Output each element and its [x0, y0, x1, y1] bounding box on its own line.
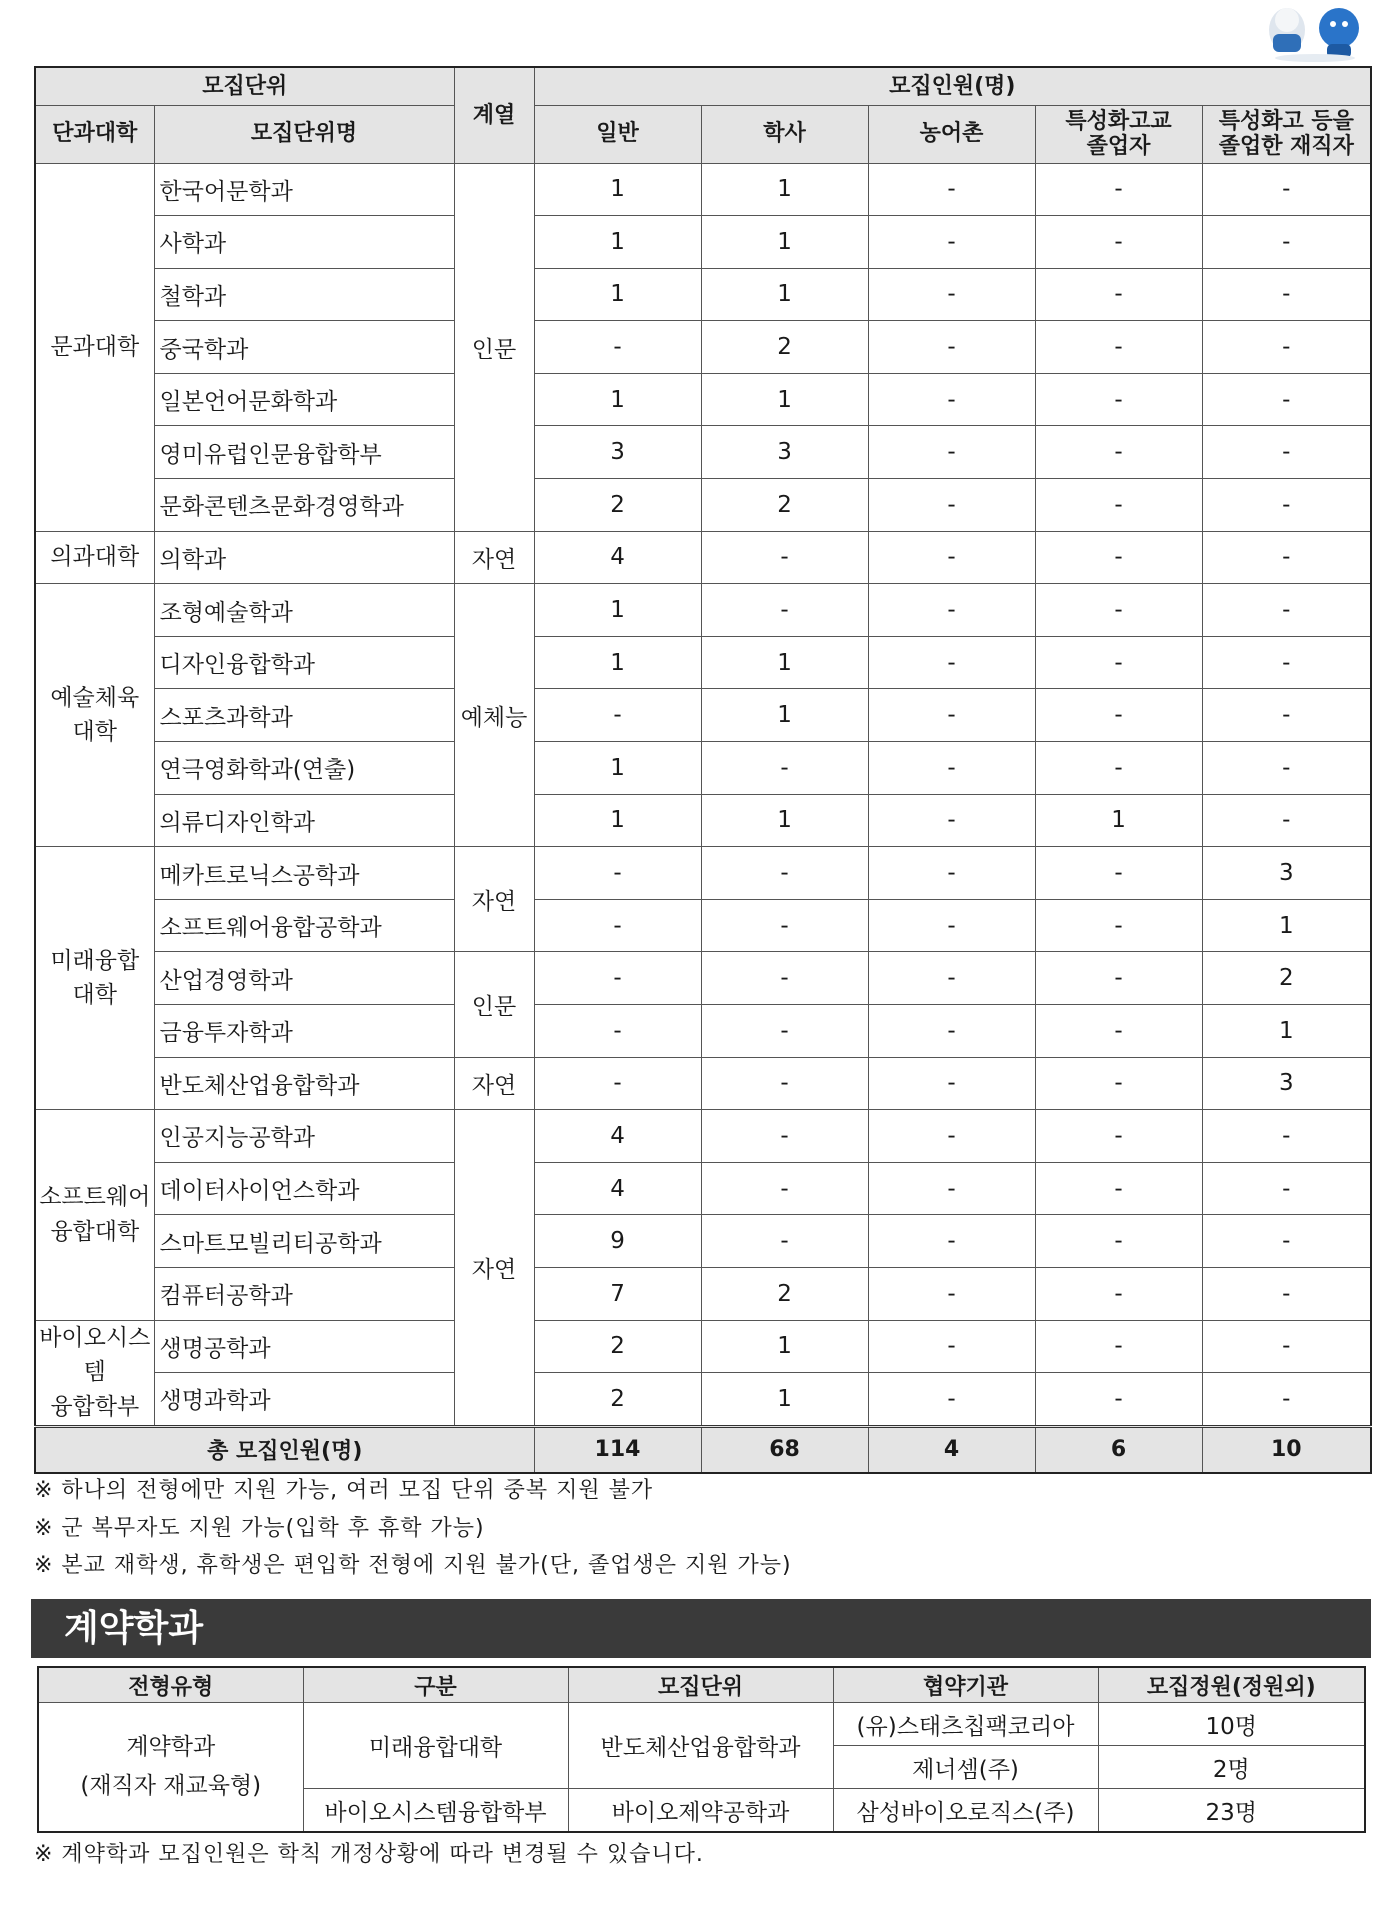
general-count: - — [534, 321, 701, 374]
rural-count: - — [868, 794, 1035, 847]
general-count: 2 — [534, 1320, 701, 1373]
special-grad-count: - — [1035, 1320, 1202, 1373]
bachelor-count: 2 — [701, 1267, 868, 1320]
contract-footnote: ※ 계약학과 모집인원은 학칙 개정상황에 따라 변경될 수 있습니다. — [34, 1842, 704, 1867]
header-category: 구분 — [303, 1667, 568, 1703]
table-row — [35, 216, 1371, 269]
bachelor-count: 2 — [701, 479, 868, 532]
header-college: 단과대학 — [35, 105, 154, 163]
quota-cell: 10명 — [1098, 1703, 1365, 1746]
total-special-worker: 10 — [1202, 1426, 1371, 1473]
table-row — [35, 899, 1371, 952]
rural-count: - — [868, 426, 1035, 479]
table-row — [35, 1057, 1371, 1110]
general-count: 1 — [534, 742, 701, 795]
special-worker-count: 3 — [1202, 847, 1371, 900]
total-row — [35, 1426, 1371, 1473]
bachelor-count: 2 — [701, 321, 868, 374]
general-count: 7 — [534, 1267, 701, 1320]
header-bachelor: 학사 — [701, 105, 868, 163]
header-unit: 모집단위 — [568, 1667, 833, 1703]
track-cell: 자연 — [454, 1057, 534, 1110]
header-general: 일반 — [534, 105, 701, 163]
special-worker-count: - — [1202, 1215, 1371, 1268]
rural-count: - — [868, 479, 1035, 532]
rural-count: - — [868, 1215, 1035, 1268]
special-worker-count: 1 — [1202, 899, 1371, 952]
header-dept: 모집단위명 — [154, 105, 454, 163]
general-count: 1 — [534, 163, 701, 216]
general-count: - — [534, 1005, 701, 1058]
rural-count: - — [868, 952, 1035, 1005]
special-worker-count: - — [1202, 479, 1371, 532]
general-count: - — [534, 899, 701, 952]
table-row — [35, 268, 1371, 321]
rural-count: - — [868, 636, 1035, 689]
special-grad-count: - — [1035, 636, 1202, 689]
rural-count: - — [868, 216, 1035, 269]
special-worker-count: - — [1202, 1267, 1371, 1320]
bachelor-count: - — [701, 1057, 868, 1110]
college-cell: 바이오시스템 융합학부 — [35, 1320, 154, 1426]
college-cell: 예술체육 대학 — [35, 584, 154, 847]
special-worker-count: - — [1202, 794, 1371, 847]
special-worker-count: 1 — [1202, 1005, 1371, 1058]
dept-name: 반도체산업융합학과 — [154, 1057, 454, 1110]
track-cell: 자연 — [454, 847, 534, 952]
special-grad-count: - — [1035, 268, 1202, 321]
dept-name: 데이터사이언스학과 — [154, 1162, 454, 1215]
general-count: 2 — [534, 1373, 701, 1427]
special-grad-count: - — [1035, 847, 1202, 900]
general-count: - — [534, 689, 701, 742]
bachelor-count: 1 — [701, 373, 868, 426]
dept-name: 생명과학과 — [154, 1373, 454, 1427]
rural-count: - — [868, 268, 1035, 321]
rural-count: - — [868, 373, 1035, 426]
bachelor-count: 1 — [701, 268, 868, 321]
note-item: ※ 하나의 전형에만 지원 가능, 여러 모집 단위 중복 지원 불가 — [34, 1478, 654, 1503]
dept-name: 인공지능공학과 — [154, 1110, 454, 1163]
rural-count: - — [868, 1320, 1035, 1373]
table-row — [35, 1162, 1371, 1215]
header-track: 계열 — [454, 67, 534, 163]
special-worker-count: - — [1202, 689, 1371, 742]
dept-name: 영미유럽인문융합학부 — [154, 426, 454, 479]
special-grad-count: - — [1035, 479, 1202, 532]
rural-count: - — [868, 1057, 1035, 1110]
bachelor-count: - — [701, 847, 868, 900]
table-row — [35, 952, 1371, 1005]
general-count: 1 — [534, 268, 701, 321]
bachelor-count: 1 — [701, 163, 868, 216]
note-item: ※ 군 복무자도 지원 가능(입학 후 휴학 가능) — [34, 1515, 485, 1541]
general-count: 1 — [534, 584, 701, 637]
special-worker-count: 2 — [1202, 952, 1371, 1005]
dept-name: 메카트로닉스공학과 — [154, 847, 454, 900]
partner-cell: 삼성바이오로직스(주) — [833, 1789, 1098, 1833]
special-worker-count: - — [1202, 1373, 1371, 1427]
bachelor-count: - — [701, 899, 868, 952]
general-count: 1 — [534, 373, 701, 426]
bachelor-count: - — [701, 1162, 868, 1215]
special-grad-count: - — [1035, 1267, 1202, 1320]
dept-name: 생명공학과 — [154, 1320, 454, 1373]
unit-cell: 바이오제약공학과 — [568, 1789, 833, 1833]
special-worker-count: - — [1202, 1162, 1371, 1215]
unit-cell: 반도체산업융합학과 — [568, 1703, 833, 1789]
special-worker-count: 3 — [1202, 1057, 1371, 1110]
table-row — [35, 531, 1371, 584]
bachelor-count: - — [701, 531, 868, 584]
track-cell: 인문 — [454, 163, 534, 531]
dept-name: 연극영화학과(연출) — [154, 742, 454, 795]
recruitment-table — [34, 66, 1372, 1474]
rural-count: - — [868, 742, 1035, 795]
table-row — [35, 794, 1371, 847]
partner-cell: (유)스태츠칩팩코리아 — [833, 1703, 1098, 1746]
category-cell: 미래융합대학 — [303, 1703, 568, 1789]
bachelor-count: - — [701, 742, 868, 795]
rural-count: - — [868, 1005, 1035, 1058]
dept-name: 컴퓨터공학과 — [154, 1267, 454, 1320]
special-grad-count: - — [1035, 1373, 1202, 1427]
total-rural: 4 — [868, 1426, 1035, 1473]
table-row — [35, 689, 1371, 742]
bachelor-count: - — [701, 1005, 868, 1058]
special-grad-count: - — [1035, 321, 1202, 374]
special-grad-count: - — [1035, 163, 1202, 216]
table-row — [35, 636, 1371, 689]
bachelor-count: 1 — [701, 794, 868, 847]
special-worker-count: - — [1202, 163, 1371, 216]
table-row — [35, 1215, 1371, 1268]
general-count: 1 — [534, 636, 701, 689]
notes — [34, 1472, 792, 1585]
table-row — [35, 742, 1371, 795]
table-row — [35, 163, 1371, 216]
special-grad-count: - — [1035, 216, 1202, 269]
header-rural: 농어촌 — [868, 105, 1035, 163]
general-count: 4 — [534, 1162, 701, 1215]
special-worker-count: - — [1202, 321, 1371, 374]
total-special-grad: 6 — [1035, 1426, 1202, 1473]
special-worker-count: - — [1202, 1110, 1371, 1163]
rural-count: - — [868, 847, 1035, 900]
general-count: 1 — [534, 794, 701, 847]
dept-name: 문화콘텐츠문화경영학과 — [154, 479, 454, 532]
dept-name: 의학과 — [154, 531, 454, 584]
bachelor-count: 1 — [701, 636, 868, 689]
table-row — [35, 1005, 1371, 1058]
college-cell: 미래융합 대학 — [35, 847, 154, 1110]
special-grad-count: - — [1035, 1057, 1202, 1110]
college-cell: 의과대학 — [35, 531, 154, 584]
bachelor-count: - — [701, 952, 868, 1005]
rural-count: - — [868, 1373, 1035, 1427]
special-grad-count: - — [1035, 1110, 1202, 1163]
special-grad-count: - — [1035, 1215, 1202, 1268]
type-cell: 계약학과 (재직자 재교육형) — [38, 1703, 303, 1833]
general-count: - — [534, 952, 701, 1005]
table-row — [35, 426, 1371, 479]
header-type: 전형유형 — [38, 1667, 303, 1703]
total-label: 총 모집인원(명) — [35, 1426, 534, 1473]
total-bachelor: 68 — [701, 1426, 868, 1473]
header-quota: 모집정원(정원외) — [1098, 1667, 1365, 1703]
dept-name: 조형예술학과 — [154, 584, 454, 637]
general-count: - — [534, 1057, 701, 1110]
bachelor-count: - — [701, 1215, 868, 1268]
dept-name: 한국어문학과 — [154, 163, 454, 216]
bachelor-count: - — [701, 1110, 868, 1163]
note-item: ※ 본교 재학생, 휴학생은 편입학 전형에 지원 불가(단, 졸업생은 지원 가능) — [34, 1553, 792, 1578]
special-grad-count: - — [1035, 899, 1202, 952]
header-special-worker: 특성화고 등을 졸업한 재직자 — [1202, 105, 1371, 163]
table-row — [35, 479, 1371, 532]
rural-count: - — [868, 163, 1035, 216]
bachelor-count: 3 — [701, 426, 868, 479]
total-general: 114 — [534, 1426, 701, 1473]
special-worker-count: - — [1202, 584, 1371, 637]
bachelor-count: - — [701, 584, 868, 637]
special-worker-count: - — [1202, 742, 1371, 795]
section-title: 계약학과 — [31, 1599, 1371, 1658]
special-grad-count: 1 — [1035, 794, 1202, 847]
special-grad-count: - — [1035, 952, 1202, 1005]
dept-name: 일본언어문화학과 — [154, 373, 454, 426]
header-partner: 협약기관 — [833, 1667, 1098, 1703]
general-count: 1 — [534, 216, 701, 269]
table-row — [35, 1373, 1371, 1427]
rural-count: - — [868, 1162, 1035, 1215]
special-worker-count: - — [1202, 268, 1371, 321]
bachelor-count: 1 — [701, 1373, 868, 1427]
general-count: 2 — [534, 479, 701, 532]
bachelor-count: 1 — [701, 1320, 868, 1373]
track-cell: 인문 — [454, 952, 534, 1057]
header-recruit-unit: 모집단위 — [35, 67, 454, 105]
special-worker-count: - — [1202, 426, 1371, 479]
special-grad-count: - — [1035, 531, 1202, 584]
quota-cell: 2명 — [1098, 1746, 1365, 1789]
special-worker-count: - — [1202, 531, 1371, 584]
table-row — [35, 1110, 1371, 1163]
bachelor-count: 1 — [701, 689, 868, 742]
dept-name: 금융투자학과 — [154, 1005, 454, 1058]
partner-cell: 제너셈(주) — [833, 1746, 1098, 1789]
rural-count: - — [868, 1267, 1035, 1320]
contract-table — [37, 1666, 1366, 1833]
rural-count: - — [868, 899, 1035, 952]
special-grad-count: - — [1035, 1162, 1202, 1215]
dept-name: 중국학과 — [154, 321, 454, 374]
track-cell: 예체능 — [454, 584, 534, 847]
table-row — [35, 321, 1371, 374]
mascot-illustration — [1247, 0, 1371, 64]
dept-name: 디자인융합학과 — [154, 636, 454, 689]
category-cell: 바이오시스템융합학부 — [303, 1789, 568, 1833]
table-row — [35, 373, 1371, 426]
general-count: - — [534, 847, 701, 900]
special-grad-count: - — [1035, 426, 1202, 479]
special-worker-count: - — [1202, 636, 1371, 689]
table-row — [35, 1267, 1371, 1320]
rural-count: - — [868, 321, 1035, 374]
dept-name: 스마트모빌리티공학과 — [154, 1215, 454, 1268]
dept-name: 스포츠과학과 — [154, 689, 454, 742]
bachelor-count: 1 — [701, 216, 868, 269]
special-worker-count: - — [1202, 216, 1371, 269]
college-cell: 소프트웨어 융합대학 — [35, 1110, 154, 1320]
rural-count: - — [868, 584, 1035, 637]
dept-name: 소프트웨어융합공학과 — [154, 899, 454, 952]
rural-count: - — [868, 689, 1035, 742]
general-count: 4 — [534, 1110, 701, 1163]
dept-name: 산업경영학과 — [154, 952, 454, 1005]
special-worker-count: - — [1202, 1320, 1371, 1373]
special-grad-count: - — [1035, 584, 1202, 637]
special-grad-count: - — [1035, 742, 1202, 795]
table-row — [38, 1703, 1365, 1746]
header-recruit-count: 모집인원(명) — [534, 67, 1371, 105]
special-grad-count: - — [1035, 373, 1202, 426]
rural-count: - — [868, 1110, 1035, 1163]
table-row — [35, 584, 1371, 637]
dept-name: 철학과 — [154, 268, 454, 321]
track-cell: 자연 — [454, 531, 534, 584]
college-cell: 문과대학 — [35, 163, 154, 531]
table-row — [35, 847, 1371, 900]
general-count: 9 — [534, 1215, 701, 1268]
rural-count: - — [868, 531, 1035, 584]
special-grad-count: - — [1035, 1005, 1202, 1058]
header-special-grad: 특성화고교 졸업자 — [1035, 105, 1202, 163]
track-cell: 자연 — [454, 1110, 534, 1427]
dept-name: 의류디자인학과 — [154, 794, 454, 847]
table-row — [35, 1320, 1371, 1373]
special-grad-count: - — [1035, 689, 1202, 742]
general-count: 4 — [534, 531, 701, 584]
general-count: 3 — [534, 426, 701, 479]
quota-cell: 23명 — [1098, 1789, 1365, 1833]
dept-name: 사학과 — [154, 216, 454, 269]
special-worker-count: - — [1202, 373, 1371, 426]
